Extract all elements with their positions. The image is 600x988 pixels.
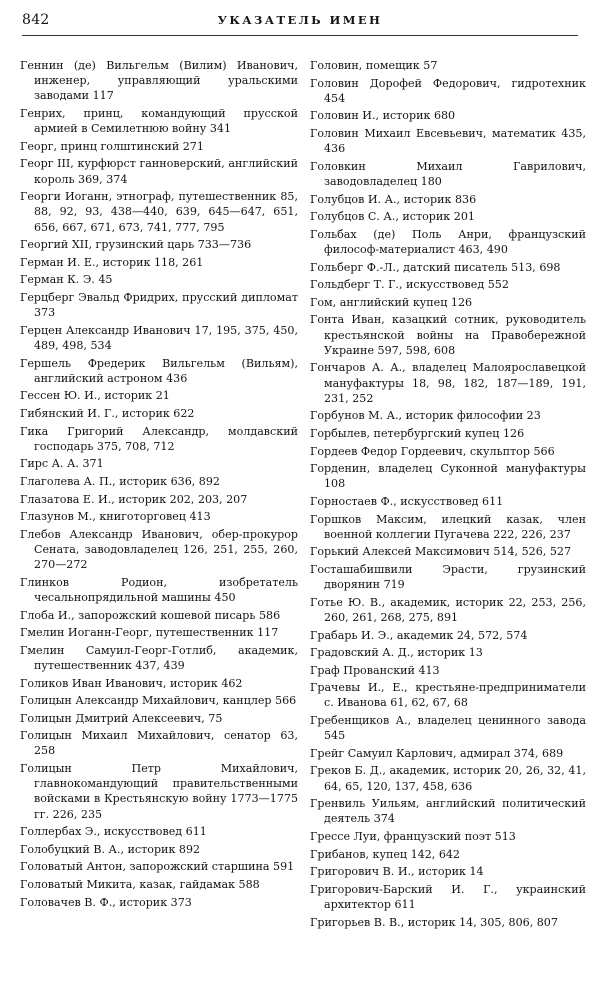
index-entry: Голобуцкий В. А., историк 892 (20, 842, 201, 856)
index-entry: Герцберг Эвальд Фридрих, прусский дипломат 373 (20, 290, 298, 320)
index-entry: Голицын Петр Михайлович, главнокомандующий правительственными войсками в Крестьянскую войну 1773—1775 гг. 226, 235 (20, 762, 298, 821)
index-entry: Горденин, владелец Суконной мануфактуры 108 (310, 462, 586, 491)
index-entry: Головин И., историк 680 (310, 109, 456, 123)
index-entry: Глазунов М., книготорговец 413 (20, 510, 211, 524)
index-entry: Градовский А. Д., историк 13 (310, 646, 483, 660)
index-entry: Грессе Луи, французский поэт 513 (310, 830, 516, 844)
index-entry: Георг, принц голштинский 271 (20, 139, 204, 153)
index-entry: Греков Б. Д., академик, историк 20, 26, 32, 41, 64, 65, 120, 137, 458, 636 (310, 764, 586, 793)
page-header (22, 10, 578, 32)
index-entry: Горький Алексей Максимович 514, 526, 527 (310, 545, 572, 559)
index-entry: Гмелин Иоганн-Георг, путешественник 117 (20, 626, 279, 640)
index-entry: Грабарь И. Э., академик 24, 572, 574 (310, 628, 528, 642)
index-entry: Георг III, курфюрст ганноверский, английский король 369, 374 (20, 157, 298, 186)
index-entry: Головачев В. Ф., историк 373 (20, 895, 192, 909)
index-entry: Голицын Дмитрий Алексеевич, 75 (20, 711, 223, 725)
index-entry: Геннин (де) Вильгельм (Вилим) Иванович, инженер, управляющий уральскими заводами 117 (20, 59, 298, 103)
index-entry: Гибянский И. Г., историк 622 (20, 406, 195, 420)
index-entry: Георгий XII, грузинский царь 733—736 (20, 238, 252, 252)
index-entry: Гренвиль Уильям, английский политический деятель 374 (310, 797, 586, 826)
index-entry: Голлербах Э., искусствовед 611 (20, 825, 207, 839)
index-entry: Глаголева А. П., историк 636, 892 (20, 474, 220, 488)
index-entry: Гонта Иван, казацкий сотник, руководитель крестьянской войны на Правобережной Украине 597, 598, 608 (310, 313, 586, 357)
index-entry: Горностаев Ф., искусствовед 611 (310, 494, 504, 508)
left-column (20, 58, 298, 912)
index-entry: Гессен Ю. И., историк 21 (20, 389, 170, 403)
index-entry: Головкин Михаил Гаврилович, заводовладелец 180 (310, 159, 586, 188)
index-entry: Генрих, принц, командующий прусской армией в Семилетнюю войну 341 (20, 107, 298, 136)
index-entry: Глинков Родион, изобретатель чесальнопрядильной машины 450 (20, 575, 298, 604)
index-entry: Герман И. Е., историк 118, 261 (20, 255, 204, 269)
index-entry: Глоба И., запорожский кошевой писарь 586 (20, 608, 281, 622)
index-entry: Горшков Максим, илецкий казак, член военной коллегии Пугачева 222, 226, 237 (310, 512, 586, 541)
index-entry: Герман К. Э. 45 (20, 273, 113, 287)
index-entry: Глебов Александр Иванович, обер-прокурор Сената, заводовладелец 126, 251, 255, 260, 270—272 (20, 527, 298, 572)
index-entry: Гом, английский купец 126 (310, 295, 473, 309)
index-entry: Голицын Александр Михайлович, канцлер 566 (20, 694, 297, 708)
index-entry: Гика Григорий Александр, молдавский господарь 375, 708, 712 (20, 424, 298, 453)
index-entry: Григорьев В. В., историк 14, 305, 806, 807 (310, 915, 558, 929)
index-entry: Головатый Антон, запорожский старшина 591 (20, 860, 295, 874)
index-entry: Голубцов С. А., историк 201 (310, 210, 475, 224)
index-entry: Голиков Иван Иванович, историк 462 (20, 676, 243, 690)
index-entry: Гольберг Ф.-Л., датский писатель 513, 698 (310, 260, 561, 274)
index-entry: Грейг Самуил Карлович, адмирал 374, 689 (310, 746, 564, 760)
index-entry: Головин Михаил Евсевьевич, математик 435, 436 (310, 126, 586, 156)
index-entry: Головин Дорофей Федорович, гидротехник 454 (310, 76, 586, 105)
index-entry: Гребенщиков А., владелец ценинного завода 545 (310, 714, 586, 743)
index-entry: Грачевы И., Е., крестьяне-предприниматели с. Иванова 61, 62, 67, 68 (310, 681, 586, 710)
index-entry: Госташабишвили Эрасти, грузинский дворянин 719 (310, 562, 586, 592)
running-title: УКАЗАТЕЛЬ ИМЕН (217, 13, 383, 27)
index-entry: Головатый Микита, казак, гайдамак 588 (20, 878, 260, 892)
index-entry: Горбунов М. А., историк философии 23 (310, 409, 541, 423)
index-entry: Глазатова Е. И., историк 202, 203, 207 (20, 492, 248, 506)
index-entry: Голицын Михаил Михайлович, сенатор 63, 258 (20, 729, 298, 758)
index-entry: Голубцов И. А., историк 836 (310, 192, 477, 206)
index-entry: Грибанов, купец 142, 642 (310, 847, 460, 861)
index-entry: Гирс А. А. 371 (20, 457, 104, 471)
index-entry: Головин, помещик 57 (310, 59, 438, 72)
index-entry: Григорович В. И., историк 14 (310, 865, 484, 879)
header-divider (22, 35, 578, 36)
page-number: 842 (22, 12, 50, 28)
index-entry: Гершель Фредерик Вильгельм (Вильям), английский астроном 436 (20, 356, 298, 385)
index-entry: Гольбах (де) Поль Анри, французский философ-материалист 463, 490 (310, 227, 586, 256)
index-entry: Гмелин Самуил-Георг-Готлиб, академик, путешественник 437, 439 (20, 643, 298, 672)
index-entry: Григорович-Барский И. Г., украинский архитектор 611 (310, 882, 586, 912)
index-entry: Герцен Александр Иванович 17, 195, 375, 450, 489, 498, 534 (20, 323, 298, 352)
index-entry: Георги Иоганн, этнограф, путешественник 85, 88, 92, 93, 438—440, 639, 645—647, 651, 656, 667, 671, 673, 741, 777, 795 (20, 190, 298, 234)
index-entry: Горбылев, петербургский купец 126 (310, 426, 525, 440)
index-entry: Готье Ю. В., академик, историк 22, 253, 256, 260, 261, 268, 275, 891 (310, 595, 586, 624)
right-column (310, 58, 586, 932)
index-entry: Гончаров А. А., владелец Малоярославецкой мануфактуры 18, 98, 182, 187—189, 191, 231, 252 (310, 361, 586, 405)
index-entry: Гордеев Федор Гордеевич, скульптор 566 (310, 444, 555, 458)
index-entry: Граф Прованский 413 (310, 663, 440, 677)
index-entry: Гольдберг Т. Г., искусствовед 552 (310, 278, 509, 292)
